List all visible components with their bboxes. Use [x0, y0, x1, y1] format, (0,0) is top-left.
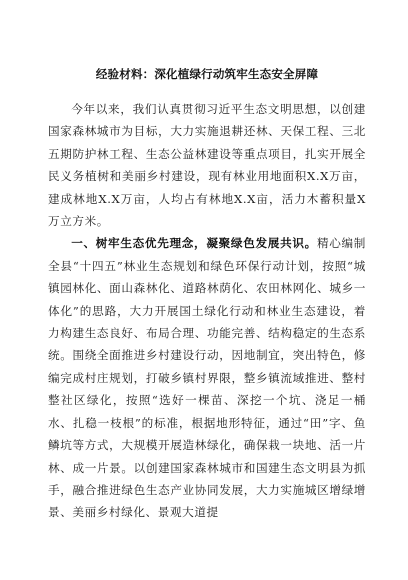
paragraph-section-1	[48, 232, 366, 523]
section-1-heading: 一、树牢生态优先理念，凝聚绿色发展共识。	[71, 236, 317, 251]
section-1-text: 精心编制全县“十四五”林业生态规划和绿色环保行动计划，按照“城镇园林化、面山森林化、道路林荫化、农田林网化、城乡一体化”的思路，大力开展国土绿化行动和林业生态建设，着力构建生态良好、布局合理、功能完善、结构稳定的生态系统。围绕全面推进乡村建设行动，因地制宜，突出特色，修编完成村庄规划，打破乡镇村界限，整乡镇流域推进、整村整社区绿化，按照“选好一棵苗、深挖一个坑、浇足一桶水、扎稳一枝根”的标准，根据地形特征，通过“田”字、鱼鳞坑等方式，大规模开展造林绿化，确保栽一块地、活一片林、成一片景。以创建国家森林城市和国建生态文明县为抓手，融合推进绿色生态产业协同发展，大力实施城区增绿增景、美丽乡村绿化、景观大道提	[48, 236, 366, 520]
document-title: 经验材料：深化植绿行动筑牢生态安全屏障	[95, 67, 319, 81]
paragraph-intro	[48, 98, 366, 232]
paragraph-intro-text: 今年以来，我们认真贯彻习近平生态文明思想，以创建国家森林城市为目标，大力实施退耕还林、天保工程、三北五期防护林工程、生态公益林建设等重点项目，扎实开展全民义务植树和美丽乡村建设，现有林业用地面积X.X万亩，建成林地X.X万亩，人均占有林地X.X亩，活力木蓄积量X万立方米。	[48, 102, 366, 229]
